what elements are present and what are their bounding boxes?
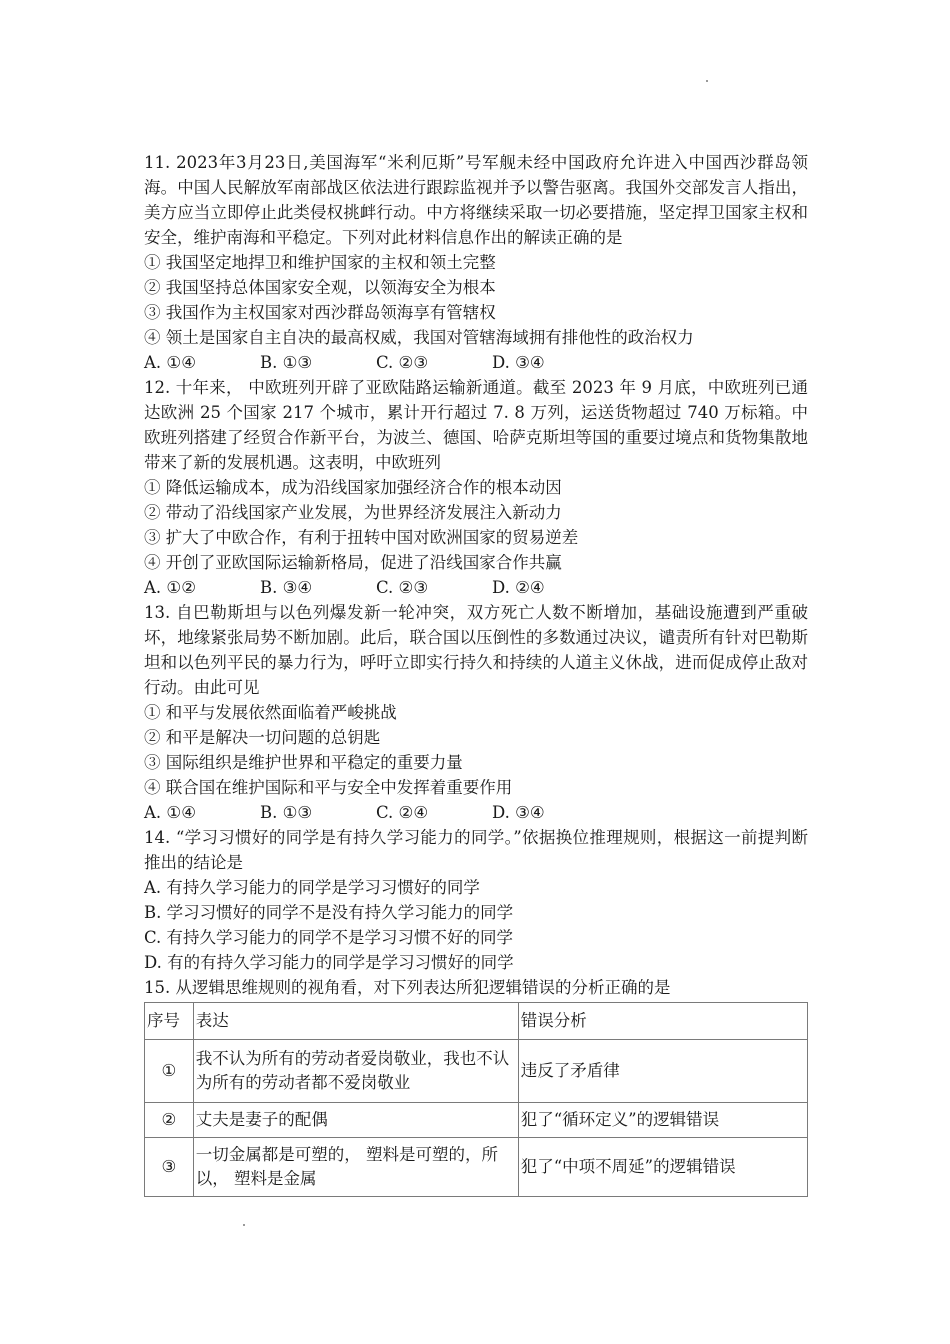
table-header-row <box>145 1003 808 1040</box>
question-13-stem: 13. 自巴勒斯坦与以色列爆发新一轮冲突，双方死亡人数不断增加，基础设施遭到严重破坏，地缘紧张局势不断加剧。此后，联合国以压倒性的多数通过决议，谴责所有针对巴勒斯坦和以色列平民的暴力行为，呼吁立即实行持久和持续的人道主义休战，进而促成停止敌对行动。由此可见 <box>144 603 808 697</box>
question-14-option: B. 学习习惯好的同学不是没有持久学习能力的同学 <box>144 903 514 922</box>
choice-b: B. ①③ <box>260 353 313 372</box>
question-13-option: ① 和平与发展依然面临着严峻挑战 <box>144 703 397 722</box>
logic-error-table <box>144 1002 808 1197</box>
question-15 <box>144 975 808 1197</box>
row-analysis: 犯了“循环定义”的逻辑错误 <box>518 1103 807 1138</box>
question-12-option: ② 带动了沿线国家产业发展，为世界经济发展注入新动力 <box>144 503 562 522</box>
question-11-choices <box>144 350 808 375</box>
choice-b: B. ①③ <box>260 803 313 822</box>
header-number: 序号 <box>145 1003 194 1040</box>
row-analysis: 违反了矛盾律 <box>518 1040 807 1103</box>
question-14-option: A. 有持久学习能力的同学是学习习惯好的同学 <box>144 878 480 897</box>
row-expression: 我不认为所有的劳动者爱岗敬业，我也不认为所有的劳动者都不爱岗敬业 <box>193 1040 518 1103</box>
corner-dot-bottom <box>243 1224 245 1226</box>
question-13-option: ③ 国际组织是维护世界和平稳定的重要力量 <box>144 753 463 772</box>
choice-c: C. ②④ <box>376 803 429 822</box>
row-analysis: 犯了“中项不周延”的逻辑错误 <box>518 1138 807 1197</box>
question-15-stem: 15. 从逻辑思维规则的视角看，对下列表达所犯逻辑错误的分析正确的是 <box>144 978 671 997</box>
header-analysis: 错误分析 <box>518 1003 807 1040</box>
question-12-option: ① 降低运输成本，成为沿线国家加强经济合作的根本动因 <box>144 478 562 497</box>
question-12 <box>144 375 808 600</box>
corner-dot-top <box>706 80 708 82</box>
choice-a: A. ①② <box>144 578 196 597</box>
question-11-option: ③ 我国作为主权国家对西沙群岛领海享有管辖权 <box>144 303 496 322</box>
question-12-option: ③ 扩大了中欧合作，有利于扭转中国对欧洲国家的贸易逆差 <box>144 528 579 547</box>
question-13 <box>144 600 808 825</box>
question-12-stem: 12. 十年来， 中欧班列开辟了亚欧陆路运输新通道。截至 2023 年 9 月底，中欧班列已通达欧洲 25 个国家 217 个城市，累计开行超过 7. 8 万列，运送货物超过 740 万标箱。中欧班列搭建了经贸合作新平台，为波兰、德国、哈萨克斯坦等国的重要过境点和货物集散地带来了新的发展机遇。这表明，中欧班列 <box>144 378 808 472</box>
header-expression: 表达 <box>193 1003 518 1040</box>
question-14 <box>144 825 808 975</box>
choice-a: A. ①④ <box>144 803 196 822</box>
choice-c: C. ②③ <box>376 353 429 372</box>
question-11-stem: 11. 2023年3月23日,美国海军“米利厄斯”号军舰未经中国政府允许进入中国西沙群岛领海。中国人民解放军南部战区依法进行跟踪监视并予以警告驱离。我国外交部发言人指出，美方应当立即停止此类侵权挑衅行动。中方将继续采取一切必要措施，坚定捍卫国家主权和安全，维护南海和平稳定。下列对此材料信息作出的解读正确的是 <box>144 153 808 247</box>
row-number: ② <box>145 1103 194 1138</box>
exam-page <box>144 150 808 1197</box>
question-14-option: D. 有的有持久学习能力的同学是学习习惯好的同学 <box>144 953 514 972</box>
choice-d: D. ③④ <box>492 353 545 372</box>
question-13-choices <box>144 800 808 825</box>
row-expression: 一切金属都是可塑的， 塑料是可塑的，所以， 塑料是金属 <box>193 1138 518 1197</box>
choice-d: D. ③④ <box>492 803 545 822</box>
table-row <box>145 1103 808 1138</box>
choice-c: C. ②③ <box>376 578 429 597</box>
row-number: ① <box>145 1040 194 1103</box>
question-14-stem: 14. “学习习惯好的同学是有持久学习能力的同学。”依据换位推理规则，根据这一前提判断推出的结论是 <box>144 828 808 872</box>
row-number: ③ <box>145 1138 194 1197</box>
question-13-option: ② 和平是解决一切问题的总钥匙 <box>144 728 381 747</box>
choice-a: A. ①④ <box>144 353 196 372</box>
question-14-option: C. 有持久学习能力的同学不是学习习惯不好的同学 <box>144 928 514 947</box>
row-expression: 丈夫是妻子的配偶 <box>193 1103 518 1138</box>
choice-b: B. ③④ <box>260 578 313 597</box>
question-11-option: ② 我国坚持总体国家安全观，以领海安全为根本 <box>144 278 496 297</box>
question-11-option: ④ 领土是国家自主自决的最高权威，我国对管辖海域拥有排他性的政治权力 <box>144 328 694 347</box>
question-12-option: ④ 开创了亚欧国际运输新格局，促进了沿线国家合作共赢 <box>144 553 562 572</box>
question-12-choices <box>144 575 808 600</box>
question-11 <box>144 150 808 375</box>
choice-d: D. ②④ <box>492 578 545 597</box>
table-row <box>145 1040 808 1103</box>
question-13-option: ④ 联合国在维护国际和平与安全中发挥着重要作用 <box>144 778 513 797</box>
table-row <box>145 1138 808 1197</box>
question-11-option: ① 我国坚定地捍卫和维护国家的主权和领土完整 <box>144 253 496 272</box>
